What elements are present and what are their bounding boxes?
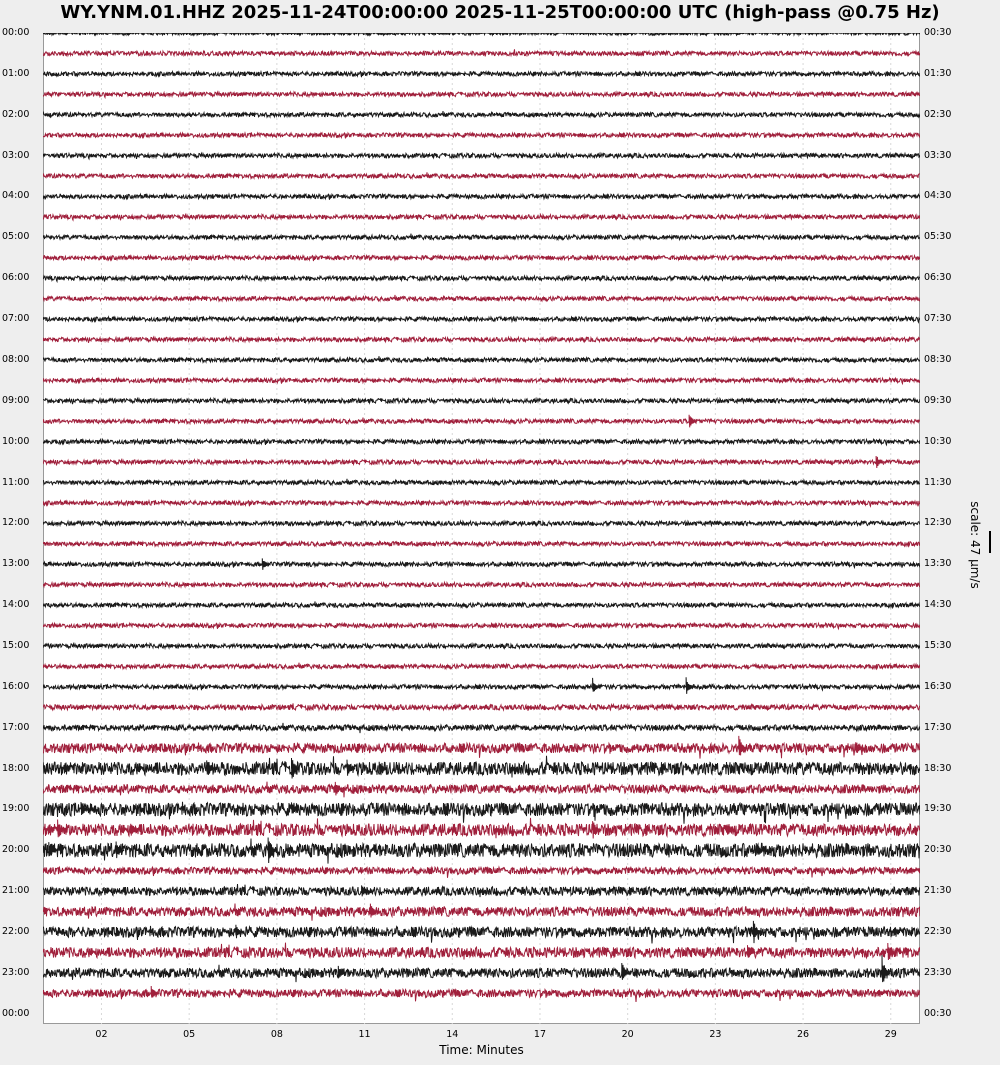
- right-label-16: 16:30: [924, 680, 952, 692]
- left-label-22: 22:00: [2, 926, 30, 938]
- chart-title: WY.YNM.01.HHZ 2025-11-24T00:00:00 2025-11-25T00:00:00 UTC (high-pass @0.75 Hz): [60, 2, 940, 23]
- left-label-14: 14:00: [2, 599, 30, 611]
- event-spike-11: [335, 782, 343, 796]
- left-label-24: 00:00: [2, 1007, 30, 1019]
- trace-row-46: [43, 965, 920, 982]
- scale-label: scale: 47 µm/s: [968, 501, 982, 589]
- right-label-9: 09:30: [924, 394, 952, 406]
- trace-row-33: [43, 703, 920, 710]
- x-tick-14: 14: [446, 1029, 459, 1040]
- right-label-10: 10:30: [924, 435, 952, 447]
- trace-row-42: [43, 884, 920, 897]
- trace-row-9: [43, 214, 920, 220]
- trace-row-41: [43, 867, 920, 878]
- trace-row-39: [43, 818, 920, 838]
- trace-row-8: [43, 194, 920, 199]
- right-label-24: 00:30: [924, 1007, 952, 1019]
- trace-row-12: [43, 276, 920, 282]
- trace-group: [43, 33, 920, 1002]
- trace-row-34: [43, 723, 920, 733]
- right-label-11: 11:30: [924, 476, 952, 488]
- left-label-9: 09:00: [2, 394, 30, 406]
- trace-row-11: [43, 256, 920, 261]
- right-label-4: 04:30: [924, 190, 952, 202]
- left-label-7: 07:00: [2, 313, 30, 325]
- right-label-8: 08:30: [924, 353, 952, 365]
- trace-row-10: [43, 234, 920, 240]
- right-label-0: 00:30: [924, 27, 952, 38]
- left-label-4: 04:00: [2, 190, 30, 202]
- right-label-22: 22:30: [924, 926, 952, 938]
- trace-row-4: [43, 111, 920, 117]
- right-label-19: 19:30: [924, 803, 952, 815]
- trace-row-16: [43, 356, 920, 362]
- trace-row-15: [43, 337, 920, 343]
- trace-row-31: [43, 663, 920, 669]
- trace-row-20: [43, 439, 920, 444]
- right-label-15: 15:30: [924, 639, 952, 651]
- x-tick-02: 02: [95, 1029, 108, 1040]
- left-label-10: 10:00: [2, 435, 30, 447]
- trace-row-26: [43, 562, 920, 568]
- event-spike-5: [739, 736, 747, 756]
- left-label-5: 05:00: [2, 231, 30, 243]
- event-spike-0: [689, 415, 697, 428]
- trace-row-32: [43, 685, 920, 691]
- trace-row-3: [43, 92, 920, 98]
- right-label-1: 01:30: [924, 67, 952, 79]
- right-label-6: 06:30: [924, 272, 952, 284]
- trace-row-5: [43, 133, 920, 138]
- event-spike-15: [131, 824, 139, 836]
- left-label-21: 21:00: [2, 885, 30, 897]
- trace-row-35: [43, 743, 920, 759]
- right-label-2: 02:30: [924, 108, 952, 120]
- right-label-23: 23:30: [924, 966, 952, 978]
- right-label-3: 03:30: [924, 149, 952, 161]
- left-label-17: 17:00: [2, 721, 30, 733]
- x-tick-11: 11: [358, 1029, 371, 1040]
- left-label-20: 20:00: [2, 844, 30, 856]
- right-label-14: 14:30: [924, 599, 952, 611]
- event-spike-25: [236, 925, 244, 938]
- trace-row-18: [43, 398, 920, 404]
- x-axis-label: Time: Minutes: [439, 1043, 524, 1057]
- x-tick-20: 20: [621, 1029, 634, 1040]
- event-spike-2: [262, 558, 270, 569]
- event-spike-16: [593, 821, 601, 838]
- trace-row-6: [43, 153, 920, 159]
- trace-row-17: [43, 378, 920, 383]
- x-tick-29: 29: [884, 1029, 897, 1040]
- right-label-7: 07:30: [924, 313, 952, 325]
- trace-row-27: [43, 582, 920, 587]
- event-spike-1: [876, 456, 884, 468]
- left-label-1: 01:00: [2, 67, 30, 79]
- left-label-15: 15:00: [2, 639, 30, 651]
- left-label-16: 16:00: [2, 680, 30, 692]
- grid-lines: [101, 33, 890, 1024]
- left-label-3: 03:00: [2, 149, 30, 161]
- event-spike-8: [292, 758, 300, 778]
- trace-row-2: [43, 72, 920, 77]
- trace-row-14: [43, 317, 920, 322]
- trace-row-22: [43, 479, 920, 485]
- trace-row-36: [43, 756, 920, 778]
- seismogram-traces: [43, 33, 920, 1024]
- left-label-6: 06:00: [2, 272, 30, 284]
- trace-row-7: [43, 172, 920, 178]
- right-label-5: 05:30: [924, 231, 952, 243]
- left-label-23: 23:00: [2, 966, 30, 978]
- x-tick-08: 08: [270, 1029, 283, 1040]
- trace-row-25: [43, 540, 920, 546]
- x-tick-05: 05: [183, 1029, 196, 1040]
- x-tick-17: 17: [533, 1029, 546, 1040]
- event-spike-24: [753, 921, 761, 943]
- x-tick-23: 23: [709, 1029, 722, 1040]
- left-label-19: 19:00: [2, 803, 30, 815]
- trace-row-44: [43, 926, 920, 944]
- left-label-2: 02:00: [2, 108, 30, 120]
- trace-row-1: [43, 49, 920, 55]
- trace-row-47: [43, 989, 920, 1002]
- trace-row-0: [43, 33, 920, 35]
- trace-row-19: [43, 418, 920, 424]
- right-label-12: 12:30: [924, 517, 952, 529]
- trace-row-24: [43, 521, 920, 526]
- trace-row-30: [43, 644, 920, 649]
- trace-row-29: [43, 623, 920, 629]
- trace-row-45: [43, 943, 920, 960]
- right-label-21: 21:30: [924, 885, 952, 897]
- right-label-18: 18:30: [924, 762, 952, 774]
- right-label-17: 17:30: [924, 721, 952, 733]
- left-label-18: 18:00: [2, 762, 30, 774]
- trace-row-40: [43, 838, 920, 863]
- trace-row-13: [43, 295, 920, 301]
- right-label-20: 20:30: [924, 844, 952, 856]
- x-tick-26: 26: [797, 1029, 810, 1040]
- trace-row-37: [43, 782, 920, 798]
- trace-row-28: [43, 601, 920, 607]
- left-label-8: 08:00: [2, 353, 30, 365]
- trace-row-23: [43, 501, 920, 507]
- left-label-13: 13:00: [2, 558, 30, 570]
- trace-row-38: [43, 802, 920, 824]
- scale-bar: [989, 531, 991, 553]
- left-label-12: 12:00: [2, 517, 30, 529]
- trace-row-43: [43, 903, 920, 920]
- right-label-13: 13:30: [924, 558, 952, 570]
- left-label-0: 00:00: [2, 27, 30, 38]
- event-spike-20: [268, 838, 276, 863]
- trace-row-21: [43, 460, 920, 466]
- left-label-11: 11:00: [2, 476, 30, 488]
